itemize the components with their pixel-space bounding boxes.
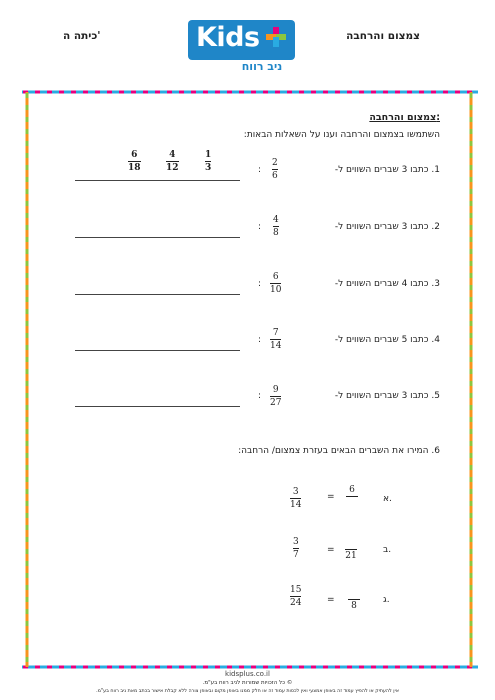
colon: :	[258, 279, 262, 289]
given-fraction: 3 7	[293, 537, 299, 560]
footer-site: kidsplus.co.il	[225, 670, 270, 678]
equals-sign: =	[327, 492, 335, 502]
answer-line[interactable]	[75, 350, 240, 351]
item-label: ב.	[383, 545, 392, 555]
colon: :	[258, 222, 262, 232]
logo-subtitle: ניב רווח	[241, 60, 283, 73]
question-1	[335, 165, 440, 175]
question-4	[335, 335, 440, 345]
question-2	[335, 222, 440, 232]
given-fraction: 15 24	[290, 585, 302, 608]
footer-copyright: © כל הזכויות שמורות לניב רווח בע"מ.	[202, 680, 293, 686]
instructions: השתמשו בצמצום והרחבה וענו על השאלות הבאות:	[243, 130, 440, 140]
question-fraction: 6 10	[270, 272, 282, 295]
equals-sign: =	[327, 595, 335, 605]
question-3	[335, 279, 440, 289]
blank-fraction[interactable]: 6	[346, 485, 358, 498]
question-fraction: 2 6	[272, 158, 278, 181]
blank-fraction[interactable]: 8	[348, 588, 360, 611]
header-grade: כיתה ה'	[63, 30, 101, 42]
colon: :	[258, 335, 262, 345]
header-topic: צמצום והרחבה	[346, 30, 420, 42]
example-answer-fraction: 6 18	[128, 150, 141, 173]
question-text: כתבו 3 שברים השווים ל-	[334, 165, 429, 175]
question-number: 3.	[431, 279, 440, 289]
colon: :	[258, 391, 262, 401]
item-label: א.	[383, 494, 392, 504]
question-fraction: 4 8	[273, 215, 279, 238]
question-fraction: 7 14	[270, 328, 282, 351]
question-text: כתבו 3 שברים השווים ל-	[334, 391, 429, 401]
question-number: 1.	[431, 165, 440, 175]
given-fraction: 3 14	[290, 487, 302, 510]
answer-line[interactable]	[75, 237, 240, 238]
equals-sign: =	[327, 545, 335, 555]
colon: :	[258, 165, 262, 175]
example-answer-fraction: 1 3	[205, 150, 212, 173]
question-6	[238, 446, 440, 456]
question-text: כתבו 5 שברים השווים ל-	[334, 335, 429, 345]
answer-line[interactable]	[75, 406, 240, 407]
question-5	[335, 391, 440, 401]
question-number: 4.	[431, 335, 440, 345]
example-answer-fraction: 4 12	[166, 150, 179, 173]
logo-text: Kids	[196, 22, 260, 53]
question-text: המירו את השברים הבאים בעזרת צמצום/ הרחבה:	[238, 446, 429, 456]
question-number: 5.	[431, 391, 440, 401]
blank-fraction[interactable]: 21	[345, 551, 357, 561]
item-label: ג.	[383, 595, 390, 605]
section-title: צמצום והרחבה:	[369, 112, 440, 123]
question-number: 6.	[431, 446, 440, 456]
footer-legal: אין להעתיק או להפיץ עמוד זה באופן אמצעי ואין לכסות עמוד זה או חלק ממנו באופן מקום ובאופן צורה ללא קבלת אישור בכתב מאת ניב רווח בע"מ.	[96, 689, 399, 694]
answer-line[interactable]	[75, 294, 240, 295]
question-text: כתבו 4 שברים השווים ל-	[334, 279, 429, 289]
question-number: 2.	[431, 222, 440, 232]
question-text: כתבו 3 שברים השווים ל-	[334, 222, 429, 232]
question-fraction: 9 27	[270, 385, 282, 408]
answer-line[interactable]	[75, 180, 240, 181]
